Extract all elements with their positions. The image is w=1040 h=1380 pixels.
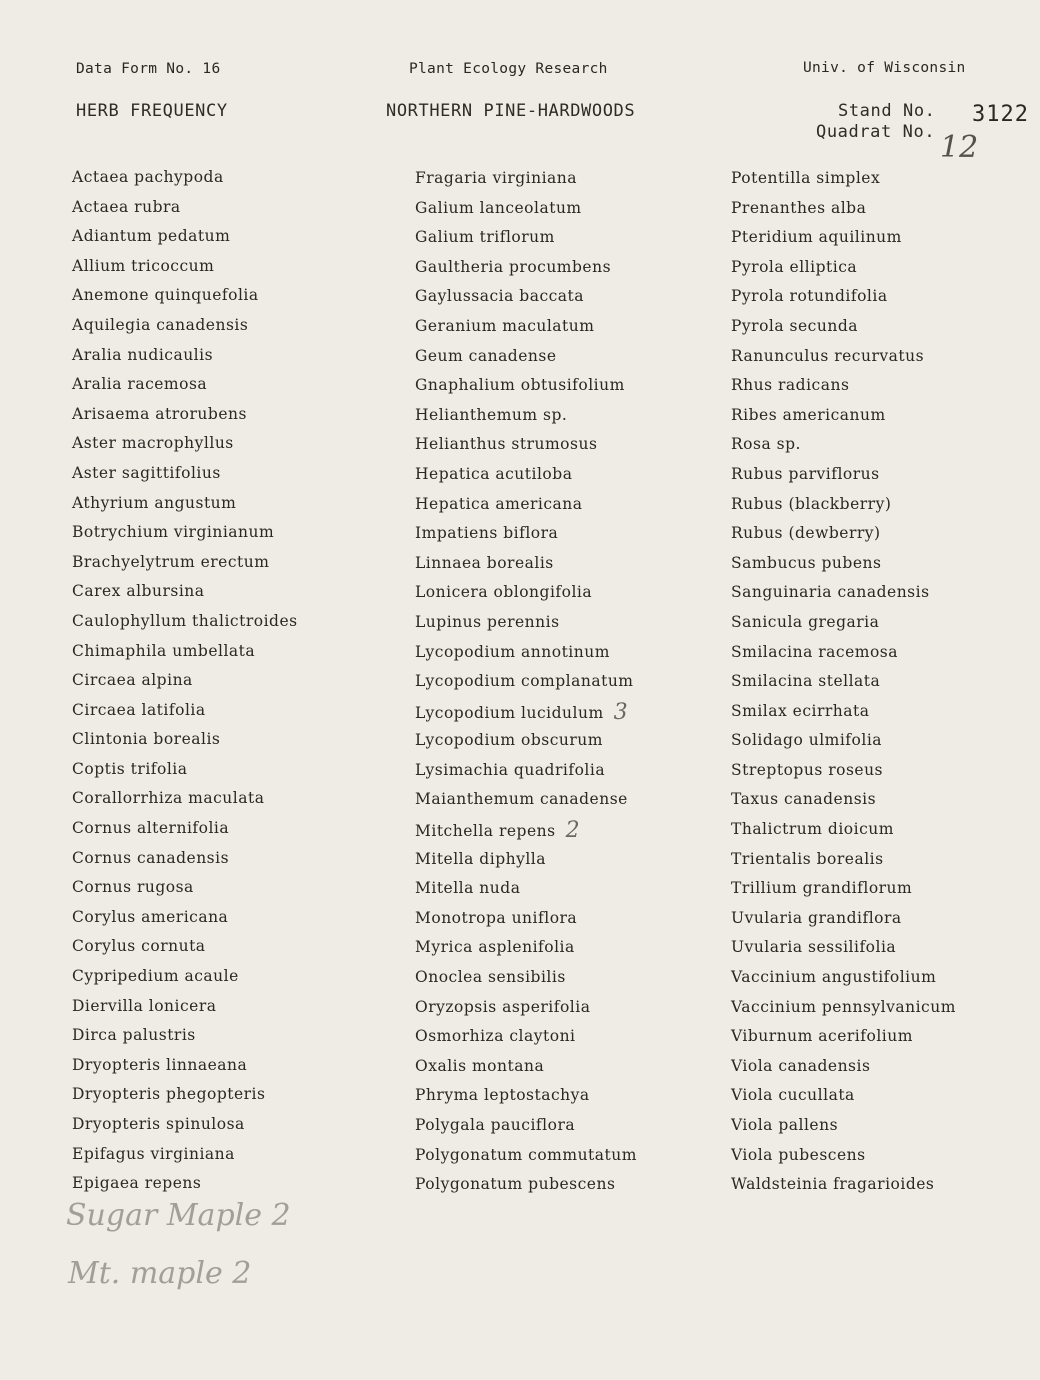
species-row	[72, 607, 298, 637]
species-row	[72, 518, 298, 548]
species-name: Ranunculus recurvatus	[731, 346, 925, 365]
species-row	[72, 1051, 298, 1081]
species-name: Aralia nudicaulis	[72, 345, 214, 364]
form-title: HERB FREQUENCY	[76, 101, 228, 121]
community-type: NORTHERN PINE-HARDWOODS	[386, 101, 636, 121]
species-name: Oryzopsis asperifolia	[415, 997, 591, 1016]
species-name: Mitchella repens	[415, 822, 556, 841]
species-name: Viola cucullata	[731, 1086, 855, 1105]
species-row	[415, 1170, 637, 1200]
species-name: Corylus americana	[72, 907, 229, 926]
species-name: Aster sagittifolius	[72, 463, 221, 482]
species-name: Circaea alpina	[72, 671, 193, 690]
species-row	[731, 223, 956, 253]
species-row	[731, 578, 956, 608]
species-column-1	[72, 163, 298, 1199]
species-name: Pteridium aquilinum	[731, 228, 902, 247]
species-row	[415, 164, 637, 194]
species-row	[415, 815, 637, 845]
species-name: Viola pallens	[731, 1116, 839, 1134]
species-row	[731, 164, 956, 194]
species-row	[415, 282, 637, 312]
species-name: Polygala pauciflora	[415, 1116, 576, 1134]
species-row	[731, 401, 956, 431]
species-row	[415, 1052, 637, 1082]
species-row	[731, 342, 956, 372]
species-row	[415, 1111, 637, 1141]
species-name: Smilax ecirrhata	[731, 701, 870, 720]
species-name: Waldsteinia fragarioides	[731, 1175, 935, 1194]
species-name: Polygonatum pubescens	[415, 1175, 616, 1194]
species-row	[72, 489, 298, 519]
species-row	[415, 726, 637, 756]
species-row	[415, 933, 637, 963]
stand-number-label: Stand No.	[838, 101, 936, 121]
species-row	[415, 638, 637, 668]
species-name: Brachyelytrum erectum	[72, 552, 270, 571]
species-name: Arisaema atrorubens	[72, 404, 247, 423]
species-row	[72, 992, 298, 1022]
species-name: Actaea rubra	[72, 197, 181, 216]
species-row	[731, 430, 956, 460]
species-row	[72, 459, 298, 489]
quadrat-number-value: 12	[940, 130, 979, 165]
species-row	[72, 873, 298, 903]
species-name: Galium triflorum	[415, 228, 555, 247]
form-number: Data Form No. 16	[76, 61, 221, 77]
species-row	[731, 874, 956, 904]
quadrat-number-label: Quadrat No.	[816, 122, 936, 142]
species-row	[72, 341, 298, 371]
species-row	[72, 814, 298, 844]
species-row	[731, 785, 956, 815]
species-row	[415, 963, 637, 993]
frequency-mark: 2	[565, 818, 581, 844]
species-row	[415, 578, 637, 608]
species-name: Prenanthes alba	[731, 198, 867, 217]
species-row	[72, 311, 298, 341]
species-name: Viburnum acerifolium	[731, 1027, 913, 1046]
species-name: Viola pubescens	[731, 1145, 866, 1164]
species-name: Athyrium angustum	[72, 493, 237, 512]
species-row	[731, 1022, 956, 1052]
species-row	[415, 874, 637, 904]
species-row	[415, 756, 637, 786]
species-name: Dryopteris spinulosa	[72, 1115, 245, 1133]
pencil-note-mountain-maple: Mt. maple 2	[68, 1256, 252, 1291]
species-row	[731, 460, 956, 490]
species-row	[415, 342, 637, 372]
species-name: Dryopteris linnaeana	[72, 1055, 248, 1074]
species-row	[731, 815, 956, 845]
species-row	[731, 667, 956, 697]
species-row	[415, 845, 637, 875]
species-row	[731, 845, 956, 875]
species-name: Helianthemum sp.	[415, 405, 568, 424]
species-row	[415, 371, 637, 401]
species-name: Rhus radicans	[731, 376, 850, 395]
species-row	[72, 784, 298, 814]
species-name: Fragaria virginiana	[415, 169, 578, 187]
species-row	[72, 400, 298, 430]
species-name: Gnaphalium obtusifolium	[415, 376, 625, 395]
species-column-3	[731, 164, 956, 1200]
species-name: Viola canadensis	[731, 1056, 871, 1075]
species-name: Hepatica americana	[415, 494, 583, 513]
species-name: Dirca palustris	[72, 1026, 196, 1045]
species-name: Vaccinium pennsylvanicum	[731, 997, 956, 1016]
species-name: Linnaea borealis	[415, 553, 554, 572]
species-row	[731, 993, 956, 1023]
species-row	[72, 429, 298, 459]
species-name: Rubus (dewberry)	[731, 524, 881, 543]
species-name: Actaea pachypoda	[72, 168, 224, 186]
species-row	[731, 608, 956, 638]
species-name: Solidago ulmifolia	[731, 731, 883, 750]
species-name: Osmorhiza claytoni	[415, 1027, 576, 1046]
species-row	[72, 666, 298, 696]
species-name: Geranium maculatum	[415, 316, 595, 335]
species-name: Galium lanceolatum	[415, 198, 582, 217]
species-row	[731, 697, 956, 727]
species-name: Allium tricoccum	[72, 256, 215, 275]
species-name: Anemone quinquefolia	[72, 286, 259, 305]
species-row	[415, 194, 637, 224]
species-name: Taxus canadensis	[731, 790, 877, 809]
species-name: Pyrola secunda	[731, 316, 858, 335]
species-row	[415, 697, 637, 727]
stand-number-value: 3122	[972, 102, 1029, 127]
species-name: Coptis trifolia	[72, 759, 188, 778]
species-name: Trientalis borealis	[731, 849, 884, 868]
species-row	[415, 608, 637, 638]
species-row	[731, 194, 956, 224]
species-row	[415, 993, 637, 1023]
species-name: Hepatica acutiloba	[415, 464, 573, 483]
species-name: Polygonatum commutatum	[415, 1145, 637, 1164]
species-row	[731, 726, 956, 756]
species-row	[72, 1169, 298, 1199]
species-name: Cornus canadensis	[72, 848, 230, 867]
species-row	[72, 222, 298, 252]
species-row	[72, 1110, 298, 1140]
species-name: Lycopodium lucidulum	[415, 703, 604, 722]
species-name: Clintonia borealis	[72, 730, 221, 749]
species-row	[731, 371, 956, 401]
species-name: Aster macrophyllus	[72, 434, 234, 453]
species-name: Onoclea sensibilis	[415, 968, 566, 987]
species-name: Circaea latifolia	[72, 700, 206, 719]
species-name: Chimaphila umbellata	[72, 641, 256, 660]
species-row	[72, 903, 298, 933]
species-row	[72, 932, 298, 962]
species-row	[72, 548, 298, 578]
species-row	[731, 1141, 956, 1171]
species-name: Aquilegia canadensis	[72, 315, 249, 334]
species-name: Streptopus roseus	[731, 760, 884, 779]
species-row	[731, 282, 956, 312]
species-name: Smilacina racemosa	[731, 642, 898, 661]
species-row	[415, 1141, 637, 1171]
species-column-2	[415, 164, 637, 1200]
species-row	[415, 223, 637, 253]
species-row	[72, 252, 298, 282]
species-name: Corylus cornuta	[72, 937, 206, 956]
species-row	[731, 963, 956, 993]
species-row	[731, 490, 956, 520]
species-row	[731, 638, 956, 668]
project-name: Plant Ecology Research	[409, 61, 608, 77]
species-name: Aralia racemosa	[72, 375, 208, 394]
species-name: Lycopodium annotinum	[415, 642, 610, 661]
species-row	[415, 1081, 637, 1111]
species-name: Pyrola rotundifolia	[731, 287, 888, 306]
species-name: Helianthus strumosus	[415, 435, 598, 454]
species-name: Ribes americanum	[731, 405, 886, 424]
species-name: Lycopodium obscurum	[415, 731, 603, 750]
species-row	[731, 933, 956, 963]
species-name: Cornus rugosa	[72, 878, 194, 897]
species-row	[415, 1022, 637, 1052]
species-row	[72, 163, 298, 193]
frequency-mark: 3	[613, 699, 629, 725]
species-name: Vaccinium angustifolium	[731, 968, 937, 987]
species-row	[72, 281, 298, 311]
species-name: Gaultheria procumbens	[415, 257, 612, 276]
species-name: Thalictrum dioicum	[731, 820, 894, 839]
species-name: Lysimachia quadrifolia	[415, 760, 606, 779]
species-row	[415, 430, 637, 460]
species-name: Myrica asplenifolia	[415, 938, 575, 957]
species-name: Carex albursina	[72, 582, 205, 601]
species-row	[415, 667, 637, 697]
species-row	[72, 1021, 298, 1051]
species-name: Uvularia grandiflora	[731, 908, 902, 927]
species-row	[415, 253, 637, 283]
species-name: Dryopteris phegopteris	[72, 1085, 266, 1104]
species-name: Sambucus pubens	[731, 553, 882, 572]
species-row	[415, 312, 637, 342]
species-name: Rubus parviflorus	[731, 464, 880, 483]
species-name: Uvularia sessilifolia	[731, 938, 897, 957]
species-row	[731, 312, 956, 342]
species-row	[72, 577, 298, 607]
species-row	[415, 904, 637, 934]
species-name: Lycopodium complanatum	[415, 672, 634, 691]
species-name: Cypripedium acaule	[72, 967, 239, 986]
species-row	[72, 844, 298, 874]
pencil-note-sugar-maple: Sugar Maple 2	[66, 1198, 291, 1233]
species-name: Mitella diphylla	[415, 849, 547, 868]
species-name: Epifagus virginiana	[72, 1144, 235, 1163]
species-name: Mitella nuda	[415, 879, 521, 898]
species-row	[72, 696, 298, 726]
species-name: Monotropa uniflora	[415, 908, 578, 927]
species-name: Potentilla simplex	[731, 169, 881, 187]
species-name: Sanicula gregaria	[731, 612, 880, 631]
species-name: Adiantum pedatum	[72, 227, 231, 246]
species-row	[415, 460, 637, 490]
species-row	[415, 490, 637, 520]
species-row	[72, 962, 298, 992]
species-name: Lupinus perennis	[415, 612, 560, 631]
species-name: Diervilla lonicera	[72, 996, 217, 1015]
species-row	[72, 755, 298, 785]
species-row	[72, 1080, 298, 1110]
species-name: Pyrola elliptica	[731, 257, 858, 276]
species-row	[72, 1140, 298, 1170]
species-name: Maianthemum canadense	[415, 790, 628, 809]
species-row	[415, 549, 637, 579]
species-name: Corallorrhiza maculata	[72, 789, 265, 808]
species-name: Oxalis montana	[415, 1056, 545, 1075]
institution-name: Univ. of Wisconsin	[803, 60, 966, 76]
species-row	[72, 725, 298, 755]
species-name: Cornus alternifolia	[72, 819, 230, 838]
species-name: Epigaea repens	[72, 1174, 202, 1193]
species-row	[731, 1052, 956, 1082]
species-name: Rubus (blackberry)	[731, 494, 892, 513]
species-name: Botrychium virginianum	[72, 523, 275, 542]
species-name: Lonicera oblongifolia	[415, 583, 593, 602]
species-row	[731, 756, 956, 786]
species-row	[415, 401, 637, 431]
species-name: Gaylussacia baccata	[415, 287, 585, 306]
species-name: Caulophyllum thalictroides	[72, 611, 298, 630]
species-row	[415, 785, 637, 815]
species-row	[731, 1170, 956, 1200]
species-row	[72, 370, 298, 400]
species-row	[731, 904, 956, 934]
species-name: Phryma leptostachya	[415, 1086, 590, 1105]
species-name: Rosa sp.	[731, 435, 801, 454]
species-row	[731, 549, 956, 579]
species-row	[72, 637, 298, 667]
species-row	[731, 1111, 956, 1141]
species-row	[731, 1081, 956, 1111]
species-row	[731, 253, 956, 283]
species-name: Geum canadense	[415, 346, 557, 365]
species-row	[415, 519, 637, 549]
species-row	[72, 193, 298, 223]
species-name: Trillium grandiflorum	[731, 879, 913, 898]
species-name: Impatiens biflora	[415, 524, 559, 543]
species-name: Sanguinaria canadensis	[731, 583, 930, 602]
species-row	[731, 519, 956, 549]
species-name: Smilacina stellata	[731, 672, 881, 691]
